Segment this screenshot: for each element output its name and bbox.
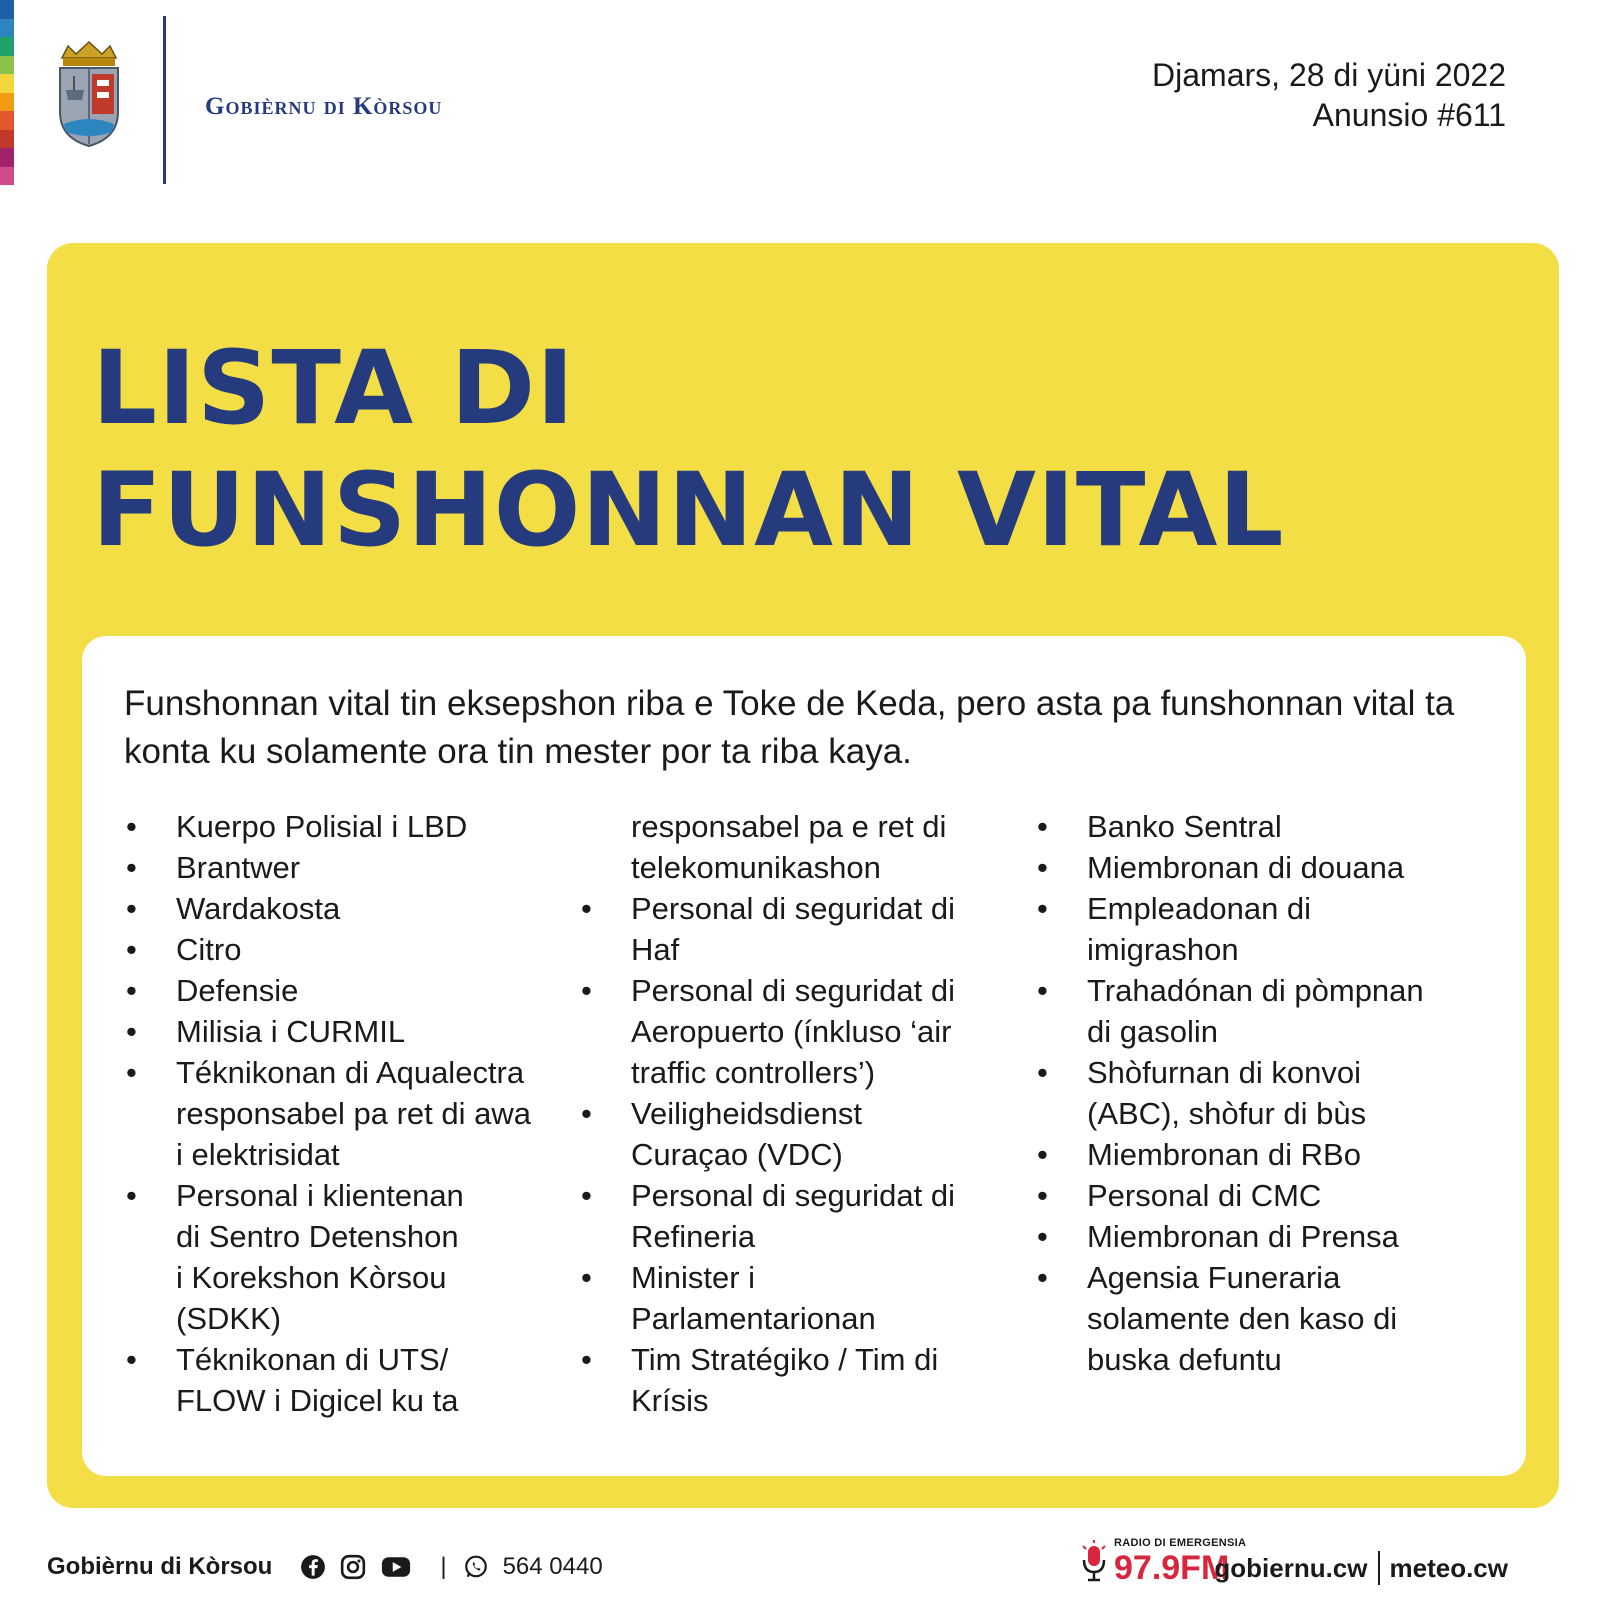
facebook-icon[interactable] xyxy=(300,1554,326,1580)
bullet-icon: • xyxy=(1037,1055,1048,1090)
bullet-icon: • xyxy=(1037,850,1048,885)
list-item xyxy=(579,929,1019,970)
footer-contact xyxy=(47,1553,603,1581)
whatsapp-number[interactable]: 564 0440 xyxy=(502,1553,603,1580)
list-item-text: (ABC), shòfur di bùs xyxy=(1087,1096,1367,1131)
list-item xyxy=(124,1175,569,1216)
list-item xyxy=(579,1257,1019,1298)
function-list-column-3 xyxy=(1035,806,1475,1380)
strip-segment xyxy=(0,111,14,130)
list-item-text: Parlamentarionan xyxy=(631,1301,876,1336)
strip-segment xyxy=(0,93,14,112)
list-item-text: Trahadónan di pòmpnan xyxy=(1087,973,1424,1008)
list-item xyxy=(579,1011,1019,1052)
intro-paragraph: Funshonnan vital tin eksepshon riba e Toke de Keda, pero asta pa funshonnan vital ta konta ku solamente ora tin mester por ta riba kaya. xyxy=(124,684,1455,771)
announcement-number: Anunsio #611 xyxy=(1312,97,1506,133)
list-item-text: Tim Stratégiko / Tim di xyxy=(631,1342,939,1377)
list-item xyxy=(1035,929,1475,970)
list-item xyxy=(124,888,569,929)
function-list-column-2 xyxy=(579,806,1019,1421)
bullet-icon: • xyxy=(126,891,137,926)
bullet-icon: • xyxy=(126,1178,137,1213)
list-item xyxy=(1035,847,1475,888)
coat-of-arms-icon xyxy=(54,40,124,150)
list-item-text: Téknikonan di UTS/ xyxy=(176,1342,449,1377)
radio-frequency: 97.9FM xyxy=(1114,1549,1230,1587)
list-item xyxy=(1035,1216,1475,1257)
bullet-icon: • xyxy=(126,973,137,1008)
footer-brand: Gobièrnu di Kòrsou xyxy=(47,1553,273,1580)
list-item-text: Téknikonan di Aqualectra xyxy=(176,1055,525,1090)
bullet-icon: • xyxy=(1037,1178,1048,1213)
list-item xyxy=(124,1216,569,1257)
bullet-icon: • xyxy=(126,1014,137,1049)
list-item-text: di Sentro Detenshon xyxy=(176,1219,459,1254)
list-item-text: Empleadonan di xyxy=(1087,891,1312,926)
bullet-icon: • xyxy=(1037,1137,1048,1172)
list-item-text: traffic controllers’) xyxy=(631,1055,876,1090)
strip-segment xyxy=(0,130,14,149)
strip-segment xyxy=(0,19,14,38)
list-item xyxy=(124,1134,569,1175)
list-item-text: Defensie xyxy=(176,973,299,1008)
footer-websites xyxy=(1214,1551,1508,1585)
youtube-icon[interactable] xyxy=(380,1554,412,1580)
list-item-text: Veiligheidsdienst xyxy=(631,1096,862,1131)
list-item xyxy=(579,1052,1019,1093)
list-item-text: Aeropuerto (ínkluso ‘air xyxy=(631,1014,952,1049)
list-item xyxy=(579,1339,1019,1380)
list-item-text: Kuerpo Polisial i LBD xyxy=(176,809,468,844)
list-item-text: Krísis xyxy=(631,1383,709,1418)
list-item-text: FLOW i Digicel ku ta xyxy=(176,1383,459,1418)
list-item-text: Banko Sentral xyxy=(1087,809,1282,844)
list-item xyxy=(579,970,1019,1011)
strip-segment xyxy=(0,148,14,167)
list-item xyxy=(1035,1298,1475,1339)
strip-segment xyxy=(0,0,14,19)
list-item xyxy=(579,1216,1019,1257)
list-item xyxy=(124,1298,569,1339)
list-item xyxy=(1035,1339,1475,1380)
list-item-text: Brantwer xyxy=(176,850,301,885)
list-item-text: telekomunikashon xyxy=(631,850,881,885)
list-item-text: Minister i xyxy=(631,1260,756,1295)
list-item-text: Personal di seguridat di xyxy=(631,891,955,926)
bullet-icon: • xyxy=(126,850,137,885)
instagram-icon[interactable] xyxy=(340,1554,366,1580)
list-item xyxy=(579,806,1019,847)
bullet-icon: • xyxy=(581,891,592,926)
bullet-icon: • xyxy=(581,1260,592,1295)
header-meta xyxy=(1152,55,1506,135)
list-item xyxy=(1035,1257,1475,1298)
bullet-icon: • xyxy=(1037,891,1048,926)
strip-segment xyxy=(0,167,14,186)
bullet-icon: • xyxy=(1037,1260,1048,1295)
list-item xyxy=(124,1011,569,1052)
list-item-text: Personal i klientenan xyxy=(176,1178,464,1213)
government-name: Gobièrnu di Kòrsou xyxy=(205,93,443,120)
list-item-text: Milisia i CURMIL xyxy=(176,1014,406,1049)
list-item xyxy=(124,1093,569,1134)
list-item xyxy=(579,1380,1019,1421)
list-item-text: (SDKK) xyxy=(176,1301,282,1336)
website-divider xyxy=(1378,1551,1380,1585)
microphone-icon xyxy=(1080,1540,1108,1584)
bullet-icon: • xyxy=(126,809,137,844)
list-item xyxy=(579,847,1019,888)
footer-separator: | xyxy=(440,1553,447,1580)
bullet-icon: • xyxy=(1037,809,1048,844)
list-item-text: Wardakosta xyxy=(176,891,341,926)
list-item xyxy=(579,888,1019,929)
list-item xyxy=(124,1052,569,1093)
list-item-text: Miembronan di RBo xyxy=(1087,1137,1361,1172)
list-item-text: Miembronan di douana xyxy=(1087,850,1405,885)
list-item-text: responsabel pa e ret di xyxy=(631,809,947,844)
bullet-icon: • xyxy=(126,1342,137,1377)
list-item-text: Agensia Funeraria xyxy=(1087,1260,1341,1295)
radio-label: RADIO DI EMERGENSIA xyxy=(1114,1537,1247,1549)
list-item-text: buska defuntu xyxy=(1087,1342,1282,1377)
bullet-icon: • xyxy=(581,973,592,1008)
list-item-text: Personal di seguridat di xyxy=(631,973,955,1008)
list-item-text: Shòfurnan di konvoi xyxy=(1087,1055,1362,1090)
bullet-icon: • xyxy=(581,1342,592,1377)
list-item xyxy=(1035,970,1475,1011)
list-item-text: Haf xyxy=(631,932,680,967)
list-item xyxy=(579,1093,1019,1134)
strip-segment xyxy=(0,37,14,56)
bullet-icon: • xyxy=(1037,973,1048,1008)
list-item xyxy=(124,806,569,847)
list-item xyxy=(1035,1175,1475,1216)
list-item xyxy=(124,929,569,970)
list-item-text: solamente den kaso di xyxy=(1087,1301,1398,1336)
website-link-meteo[interactable]: meteo.cw xyxy=(1389,1552,1508,1583)
list-item-text: responsabel pa ret di awa xyxy=(176,1096,532,1131)
header-divider xyxy=(163,16,166,184)
page-title: LISTA DI FUNSHONNAN VITAL xyxy=(92,329,1285,570)
website-link-gobiernu[interactable]: gobiernu.cw xyxy=(1214,1552,1368,1583)
list-item-text: di gasolin xyxy=(1087,1014,1218,1049)
list-item xyxy=(124,1339,569,1380)
list-item xyxy=(1035,1011,1475,1052)
list-item-text: Miembronan di Prensa xyxy=(1087,1219,1399,1254)
list-item xyxy=(1035,1052,1475,1093)
whatsapp-icon xyxy=(463,1554,489,1580)
list-item xyxy=(579,1175,1019,1216)
list-item xyxy=(1035,1134,1475,1175)
bullet-icon: • xyxy=(581,1178,592,1213)
list-item xyxy=(124,1257,569,1298)
list-item-text: Refineria xyxy=(631,1219,756,1254)
list-item-text: Personal di CMC xyxy=(1087,1178,1322,1213)
list-item-text: i elektrisidat xyxy=(176,1137,340,1172)
list-item-text: Citro xyxy=(176,932,242,967)
brand-color-strip xyxy=(0,0,14,185)
list-item-text: Personal di seguridat di xyxy=(631,1178,955,1213)
list-item xyxy=(1035,806,1475,847)
strip-segment xyxy=(0,56,14,75)
bullet-icon: • xyxy=(1037,1219,1048,1254)
list-item xyxy=(1035,888,1475,929)
list-item-text: Curaçao (VDC) xyxy=(631,1137,843,1172)
list-item xyxy=(124,970,569,1011)
bullet-icon: • xyxy=(581,1096,592,1131)
list-item xyxy=(579,1298,1019,1339)
bullet-icon: • xyxy=(126,932,137,967)
list-item xyxy=(1035,1093,1475,1134)
bullet-icon: • xyxy=(126,1055,137,1090)
list-item xyxy=(124,847,569,888)
announcement-date: Djamars, 28 di yüni 2022 xyxy=(1152,57,1506,93)
list-item-text: i Korekshon Kòrsou xyxy=(176,1260,447,1295)
list-item xyxy=(579,1134,1019,1175)
strip-segment xyxy=(0,74,14,93)
function-list-column-1 xyxy=(124,806,569,1421)
list-item xyxy=(124,1380,569,1421)
list-item-text: imigrashon xyxy=(1087,932,1239,967)
